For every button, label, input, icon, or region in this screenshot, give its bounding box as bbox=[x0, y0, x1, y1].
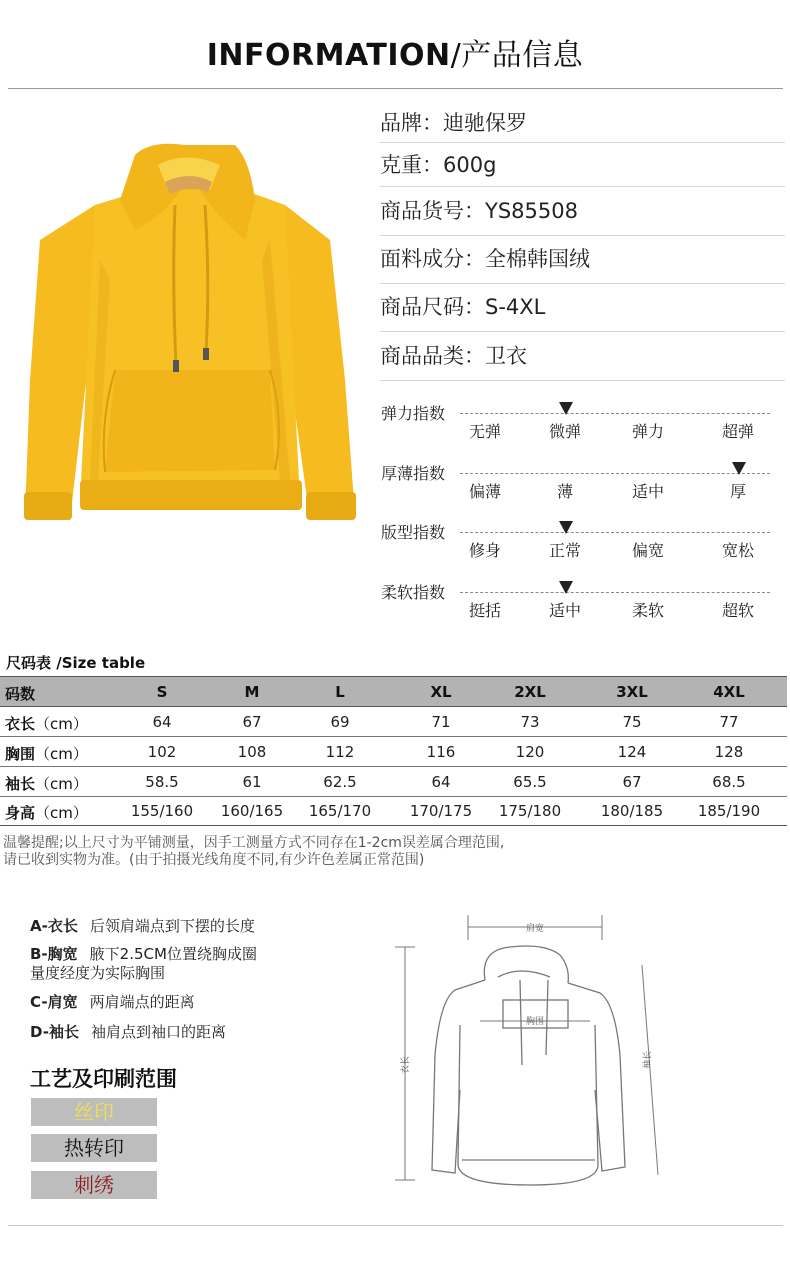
measurement-diagram bbox=[380, 905, 680, 1195]
table-cell: 128 bbox=[714, 743, 744, 761]
index-option: 挺括 bbox=[468, 601, 501, 620]
table-row-line bbox=[0, 825, 787, 826]
spec-category: 商品品类：卫衣 bbox=[380, 344, 527, 368]
size-header-cell: L bbox=[335, 683, 345, 701]
index-option: 宽松 bbox=[721, 541, 754, 560]
table-cell: 73 bbox=[520, 713, 540, 731]
row-unit-text: （cm） bbox=[35, 775, 88, 793]
spec-divider bbox=[380, 142, 785, 143]
row-label-text: 胸围 bbox=[5, 745, 36, 763]
table-cell: 71 bbox=[431, 713, 451, 731]
row-label-text: 袖长 bbox=[5, 775, 36, 793]
spec-divider bbox=[380, 331, 785, 332]
table-cell: 65.5 bbox=[513, 773, 547, 791]
index-option: 适中 bbox=[631, 482, 664, 501]
table-cell: 160/165 bbox=[220, 802, 284, 820]
table-cell: 102 bbox=[147, 743, 177, 761]
hoodie-photo bbox=[0, 120, 375, 550]
index-scale-line bbox=[460, 532, 770, 533]
index-label: 版型指数 bbox=[381, 523, 446, 542]
table-cell: 116 bbox=[426, 743, 456, 761]
desc-key: B-胸宽 bbox=[30, 945, 78, 963]
index-option: 超软 bbox=[721, 601, 754, 620]
table-cell: 69 bbox=[330, 713, 350, 731]
desc-chest bbox=[30, 945, 257, 983]
desc-text: 后领肩端点到下摆的长度 bbox=[89, 917, 255, 935]
index-option: 偏薄 bbox=[468, 482, 501, 501]
desc-text: 两肩端点的距离 bbox=[89, 993, 195, 1011]
size-header-cell: S bbox=[156, 683, 168, 701]
craft-heat-transfer bbox=[31, 1134, 157, 1162]
craft-label: 热转印 bbox=[64, 1136, 124, 1160]
desc-key: D-袖长 bbox=[30, 1023, 79, 1041]
selected-marker-icon bbox=[732, 462, 746, 475]
desc-key: A-衣长 bbox=[30, 917, 78, 935]
row-unit-text: （cm） bbox=[35, 745, 88, 763]
table-cell: 175/180 bbox=[498, 802, 562, 820]
index-option: 无弹 bbox=[468, 422, 501, 441]
row-label-text: 身高 bbox=[5, 804, 36, 822]
index-option: 正常 bbox=[548, 541, 581, 560]
table-cell: 62.5 bbox=[323, 773, 357, 791]
craft-label: 刺绣 bbox=[74, 1173, 114, 1197]
table-cell: 185/190 bbox=[697, 802, 761, 820]
title-en: INFORMATION bbox=[206, 38, 451, 73]
index-label: 柔软指数 bbox=[381, 583, 446, 602]
table-row-label bbox=[5, 743, 88, 764]
table-cell: 64 bbox=[152, 713, 172, 731]
spec-weight: 克重：600g bbox=[380, 153, 497, 177]
table-cell: 61 bbox=[242, 773, 262, 791]
index-label: 弹力指数 bbox=[381, 404, 446, 423]
index-option: 微弹 bbox=[548, 422, 581, 441]
table-row-label bbox=[5, 802, 88, 823]
index-scale-line bbox=[460, 413, 770, 414]
index-option: 柔软 bbox=[631, 601, 664, 620]
craft-label: 丝印 bbox=[74, 1100, 114, 1124]
spec-divider bbox=[380, 283, 785, 284]
row-unit-text: （cm） bbox=[35, 715, 88, 733]
table-cell: 67 bbox=[242, 713, 262, 731]
desc-key: C-肩宽 bbox=[30, 993, 78, 1011]
measure-note bbox=[3, 835, 763, 869]
craft-screen-print bbox=[31, 1098, 157, 1126]
index-option: 超弹 bbox=[721, 422, 754, 441]
note-line-1: 温馨提醒;以上尺寸为平铺测量，因手工测量方式不同存在1-2cm误差属合理范围, bbox=[3, 835, 505, 851]
size-header-cell: XL bbox=[430, 683, 452, 701]
size-header-cell: 3XL bbox=[616, 683, 648, 701]
index-option: 偏宽 bbox=[631, 541, 664, 560]
table-cell: 68.5 bbox=[712, 773, 746, 791]
selected-marker-icon bbox=[559, 521, 573, 534]
table-cell: 67 bbox=[622, 773, 642, 791]
spec-fabric: 面料成分：全棉韩国绒 bbox=[380, 247, 590, 271]
table-row-line bbox=[0, 796, 787, 797]
size-header-cell: 4XL bbox=[713, 683, 745, 701]
table-row-line bbox=[0, 706, 787, 707]
note-line-2: 请已收到实物为准。(由于拍摄光线角度不同,有少许色差属正常范围) bbox=[3, 852, 425, 868]
table-row-line bbox=[0, 736, 787, 737]
sleeve-label: 袖长 bbox=[642, 1050, 654, 1070]
table-row-label bbox=[5, 713, 88, 734]
table-cell: 108 bbox=[237, 743, 267, 761]
index-option: 弹力 bbox=[631, 422, 664, 441]
table-cell: 77 bbox=[719, 713, 739, 731]
table-cell: 155/160 bbox=[130, 802, 194, 820]
chest-label: 胸围 bbox=[525, 1017, 545, 1027]
spec-divider bbox=[380, 235, 785, 236]
desc-text-2: 量度经度为实际胸围 bbox=[30, 964, 166, 982]
craft-embroidery bbox=[31, 1171, 157, 1199]
spec-divider bbox=[380, 186, 785, 187]
row-unit-text: （cm） bbox=[35, 804, 88, 822]
index-option: 薄 bbox=[556, 482, 573, 501]
length-label: 衣长 bbox=[401, 1055, 411, 1075]
desc-length bbox=[30, 917, 255, 936]
size-header-label: 码数 bbox=[5, 685, 36, 703]
title-cn: /产品信息 bbox=[450, 38, 584, 73]
desc-sleeve bbox=[30, 1023, 226, 1042]
table-cell: 180/185 bbox=[600, 802, 664, 820]
page-title bbox=[0, 30, 790, 74]
table-cell: 170/175 bbox=[409, 802, 473, 820]
table-cell: 58.5 bbox=[145, 773, 179, 791]
table-cell: 64 bbox=[431, 773, 451, 791]
table-cell: 75 bbox=[622, 713, 642, 731]
index-scale-line bbox=[460, 592, 770, 593]
spec-divider bbox=[380, 380, 785, 381]
table-cell: 112 bbox=[325, 743, 355, 761]
title-divider bbox=[8, 88, 783, 89]
index-scale-line bbox=[460, 473, 770, 474]
selected-marker-icon bbox=[559, 581, 573, 594]
spec-size: 商品尺码：S-4XL bbox=[380, 295, 546, 319]
table-cell: 165/170 bbox=[308, 802, 372, 820]
size-header-cell: M bbox=[244, 683, 260, 701]
desc-text: 腋下2.5CM位置绕胸成圈 bbox=[89, 945, 257, 963]
desc-shoulder bbox=[30, 993, 195, 1012]
index-label: 厚薄指数 bbox=[381, 464, 446, 483]
table-cell: 124 bbox=[617, 743, 647, 761]
table-cell: 120 bbox=[515, 743, 545, 761]
selected-marker-icon bbox=[559, 402, 573, 415]
table-row-label bbox=[5, 773, 88, 794]
desc-text: 袖肩点到袖口的距离 bbox=[90, 1023, 226, 1041]
shoulder-label: 肩宽 bbox=[525, 924, 545, 934]
craft-title: 工艺及印刷范围 bbox=[30, 1067, 177, 1091]
index-option: 厚 bbox=[729, 482, 746, 501]
spec-brand: 品牌：迪驰保罗 bbox=[380, 111, 527, 135]
index-option: 修身 bbox=[468, 541, 501, 560]
size-table-title: 尺码表 /Size table bbox=[6, 654, 146, 672]
spec-item-no: 商品货号：YS85508 bbox=[380, 199, 578, 223]
index-option: 适中 bbox=[548, 601, 581, 620]
size-header-cell: 2XL bbox=[514, 683, 546, 701]
row-label-text: 衣长 bbox=[5, 715, 36, 733]
table-row-line bbox=[0, 766, 787, 767]
footer-divider bbox=[8, 1225, 783, 1226]
